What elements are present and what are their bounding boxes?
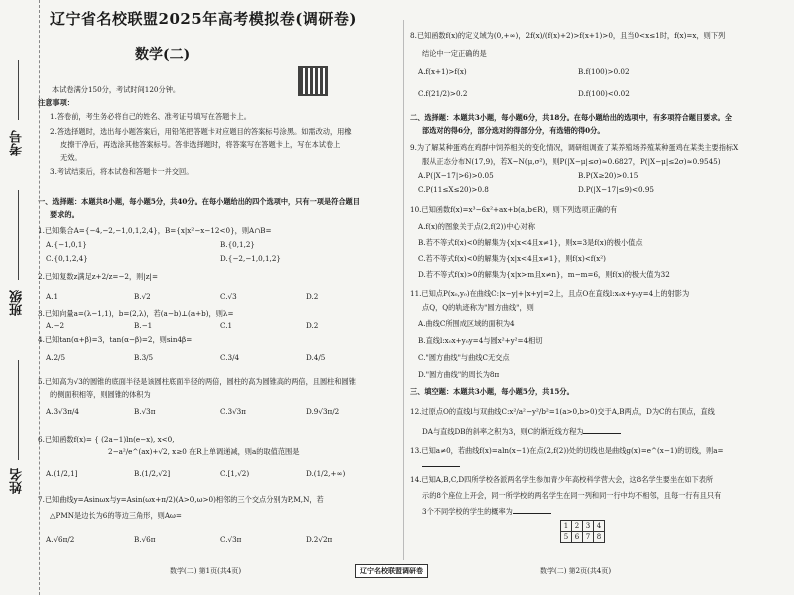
q6-option-a: A.(1/2,1]: [46, 469, 78, 478]
q8-stem-cont: 结论中一定正确的是: [422, 49, 487, 58]
q2-option-a: A.1: [46, 292, 59, 301]
q3-option-c: C.1: [220, 321, 233, 330]
q1-option-d: D.{−2,−1,0,1,2}: [220, 254, 281, 263]
q11-option-b: B.直线l:x₀x+y₀y=4与圆x²+y²=4相切: [418, 336, 543, 345]
q3-option-b: B.−1: [134, 321, 153, 330]
q10-option-c: C.若不等式f(x)<0的解集为{x|x<4且x≠1}，则f(x)<f(x²): [418, 254, 606, 263]
q11-stem-cont: 点Q，Q的轨迹称为"圆方曲线"，则: [422, 303, 534, 312]
seat-cell: 2: [572, 521, 583, 532]
q2-option-b: B.√2: [134, 292, 151, 301]
q2-option-c: C.√3: [220, 292, 237, 301]
q5-stem: 5.已知高为√3的圆锥的底面半径是该圆柱底面半径的两倍，圆柱的高为圆锥高的两倍，且圆柱和圆锥: [38, 377, 356, 386]
q9-option-a: A.P(|X−17|>6)>0.05: [418, 171, 494, 180]
q9-stem: 9.为了解某种蛋鸡在鸡群中饲养相关的变化情况，调研组调查了某养殖场养殖某种蛋鸡在某类主要指标X: [410, 143, 739, 152]
seat-cell: 7: [583, 532, 594, 543]
q1-option-a: A.{−1,0,1}: [46, 240, 87, 249]
q4-option-b: B.3/5: [134, 353, 154, 362]
q12-stem-cont: DA与直线DB的斜率之积为3，则C的渐近线方程为: [422, 426, 621, 437]
q1-option-b: B.{0,1,2}: [220, 240, 256, 249]
column-divider: [403, 20, 404, 560]
footer-badge: 辽宁名校联盟调研卷: [355, 564, 428, 578]
q8-option-a: A.f(x+1)>f(x): [418, 67, 467, 76]
section-2-heading: 二、选择题：本题共3小题，每小题6分，共18分。在每小题给出的选项中，有多项符合题目要求。全: [410, 113, 732, 122]
notice-2-cont: 无效。: [60, 153, 82, 162]
q10-option-d: D.若不等式f(x)>0的解集为{x|x>m且x≠n}，m−m=6，则f(x)的极大值为32: [418, 270, 670, 279]
q6-stem-cont: 2−a²/e^(ax)+√2, x≥0 在R上单调递减，则a的取值范围是: [108, 447, 300, 456]
q12-stem: 12.过原点O的直线l与双曲线C:x²/a²−y²/b²=1(a>0,b>0)交于A,B两点，D为C的右顶点，直线: [410, 407, 715, 416]
section-2-heading-cont: 部选对的得6分，部分选对的得部分分，有选错的得0分。: [422, 126, 605, 135]
q6-stem: 6.已知函数f(x)= { (2a−1)ln(e−x), x<0,: [38, 435, 175, 444]
q10-option-b: B.若不等式f(x)<0的解集为{x|x<4且x≠1}，则x=3是f(x)的极小值点: [418, 238, 643, 247]
notice-1: 1.答卷前，考生务必将自己的姓名、准考证号填写在答题卡上。: [50, 112, 251, 121]
q7-stem: 7.已知曲线y=Asinωx与y=Asin(ωx+π/2)(A>0,ω>0)相邻的三个交点分别为P,M,N，若: [38, 495, 324, 504]
seat-cell: 3: [583, 521, 594, 532]
q8-stem: 8.已知函数f(x)的定义域为(0,+∞)，2f(x)/(f(x)+2)>f(x+1)>0，且当0<x≤1时，f(x)=x，则下列: [410, 31, 726, 40]
q4-option-d: D.4/5: [306, 353, 326, 362]
section-3-heading: 三、填空题：本题共3小题，每小题5分，共15分。: [410, 387, 574, 396]
intro-line: 本试卷满分150分，考试时间120分钟。: [52, 85, 181, 94]
page-2: [410, 0, 786, 595]
q4-option-a: A.2/5: [46, 353, 66, 362]
seat-cell: 8: [594, 532, 605, 543]
q14-stem: 14.已知A,B,C,D四所学校各派两名学生参加青少年高校科学营大会，这8名学生要坐在如下表所: [410, 475, 714, 484]
q5-option-d: D.9√3π/2: [306, 407, 340, 416]
q10-option-a: A.f(x)的图象关于点(2,f(2))中心对称: [418, 222, 535, 231]
q7-option-a: A.√6π/2: [46, 535, 75, 544]
q5-option-c: C.3√3π: [220, 407, 246, 416]
binding-line: [18, 360, 19, 460]
notice-2: 2.答选择题时，选出每小题答案后，用铅笔把答题卡对应题目的答案标号涂黑。如需改动，用橡: [50, 127, 352, 136]
footer-page-1: 数学(二) 第1页(共4页): [170, 567, 242, 575]
notice-2-cont: 皮擦干净后，再选涂其他答案标号。答非选择题时，将答案写在答题卡上，写在本试卷上: [60, 140, 341, 149]
q5-option-a: A.3√3π/4: [46, 407, 79, 416]
binding-strip: [0, 0, 40, 595]
q14-stem-cont: 示的8个座位上开会，同一所学校的两名学生在同一列和同一行中均不相邻，且每一行有且只有: [422, 491, 722, 500]
q12-answer-blank: [583, 426, 621, 434]
footer-page-2: 数学(二) 第2页(共4页): [540, 567, 612, 575]
q9-option-d: D.P(|X−17|≤9)<0.95: [578, 185, 654, 194]
binding-line: [18, 190, 19, 280]
q5-stem-cont: 的侧面积相等，则圆锥的体积为: [50, 390, 151, 399]
q8-option-d: D.f(100)<0.02: [578, 89, 630, 98]
q8-option-b: B.f(100)>0.02: [578, 67, 630, 76]
class-label: 班级: [10, 290, 25, 316]
q6-option-d: D.(1/2,+∞): [306, 469, 346, 478]
q1-stem: 1.已知集合A={−4,−2,−1,0,1,2,4}，B={x|x²−x−12<0}，则A∩B=: [38, 226, 272, 235]
binding-line: [18, 60, 19, 120]
q10-stem: 10.已知函数f(x)=x³−6x²+ax+b(a,b∈R)，则下列选项正确的有: [410, 205, 618, 214]
q2-option-d: D.2: [306, 292, 319, 301]
seat-cell: 5: [561, 532, 572, 543]
q7-option-b: B.√6π: [134, 535, 156, 544]
q11-option-a: A.曲线C所围成区域的面积为4: [418, 319, 515, 328]
seat-grid: [560, 520, 605, 543]
q14-stem-cont2: 3个不同学校的学生的概率为: [422, 506, 551, 517]
q14-answer-blank: [513, 506, 551, 514]
notice-title: 注意事项：: [38, 98, 74, 107]
seat-cell: 4: [594, 521, 605, 532]
notice-3: 3.考试结束后，将本试卷和答题卡一并交回。: [50, 167, 194, 176]
q3-option-a: A.−2: [46, 321, 65, 330]
q7-option-d: D.2√2π: [306, 535, 333, 544]
q11-stem: 11.已知点P(x₀,y₀)在曲线C:|x−y|+|x+y|=2上，且点O在直线l:x₀x+y₀y=4上的射影为: [410, 289, 690, 298]
section-1-heading: 一、选择题：本题共8小题，每小题5分，共40分。在每小题给出的四个选项中，只有一项是符合题目: [38, 197, 360, 206]
q7-stem-cont: △PMN是边长为6的等边三角形，则Aω=: [50, 511, 182, 520]
name-label: 姓名: [10, 468, 25, 494]
q11-option-c: C."圆方曲线"与曲线C无交点: [418, 353, 510, 362]
q6-option-b: B.(1/2,√2]: [134, 469, 171, 478]
q8-option-c: C.f(21/2)>0.2: [418, 89, 468, 98]
q9-stem-cont: 服从正态分布N(17,9)，若X~N(μ,σ²)，则P(|X−μ|≤σ)≈0.6827，P(|X−μ|≤2σ)≈0.9545): [422, 157, 721, 166]
exam-title: 辽宁省名校联盟2025年高考模拟卷(调研卷): [50, 10, 357, 28]
exam-subtitle: 数学(二): [135, 47, 191, 63]
q7-option-c: C.√3π: [220, 535, 242, 544]
page-1: [38, 0, 400, 595]
q9-option-b: B.P(X≥20)>0.15: [578, 171, 639, 180]
q2-stem: 2.已知复数z满足z+2/z=−2，则|z|=: [38, 272, 159, 281]
q13-stem: 13.已知a≠0，若曲线f(x)=aln(x−1)在点(2,f(2))处的切线也是曲线g(x)=e^(x−1)的切线，则a=: [410, 446, 724, 455]
seat-cell: 1: [561, 521, 572, 532]
q11-option-d: D."圆方曲线"的周长为8π: [418, 370, 500, 379]
q6-option-c: C.[1,√2): [220, 469, 250, 478]
q1-option-c: C.{0,1,2,4}: [46, 254, 88, 263]
q13-answer-line: [422, 459, 460, 470]
seat-cell: 6: [572, 532, 583, 543]
q3-stem: 3.已知向量a=(λ−1,1)，b=(2,λ)，若(a−b)⊥(a+b)，则λ=: [38, 309, 234, 318]
q13-answer-blank: [422, 459, 460, 467]
exam-number-label: 考号: [10, 130, 25, 156]
q4-stem: 4.已知tan(α+β)=3，tan(α−β)=2，则sin4β=: [38, 335, 193, 344]
q3-option-d: D.2: [306, 321, 319, 330]
q9-option-c: C.P(11≤X≤20)>0.8: [418, 185, 489, 194]
section-1-heading-cont: 要求的。: [50, 210, 79, 219]
q5-option-b: B.√3π: [134, 407, 156, 416]
q4-option-c: C.3/4: [220, 353, 240, 362]
